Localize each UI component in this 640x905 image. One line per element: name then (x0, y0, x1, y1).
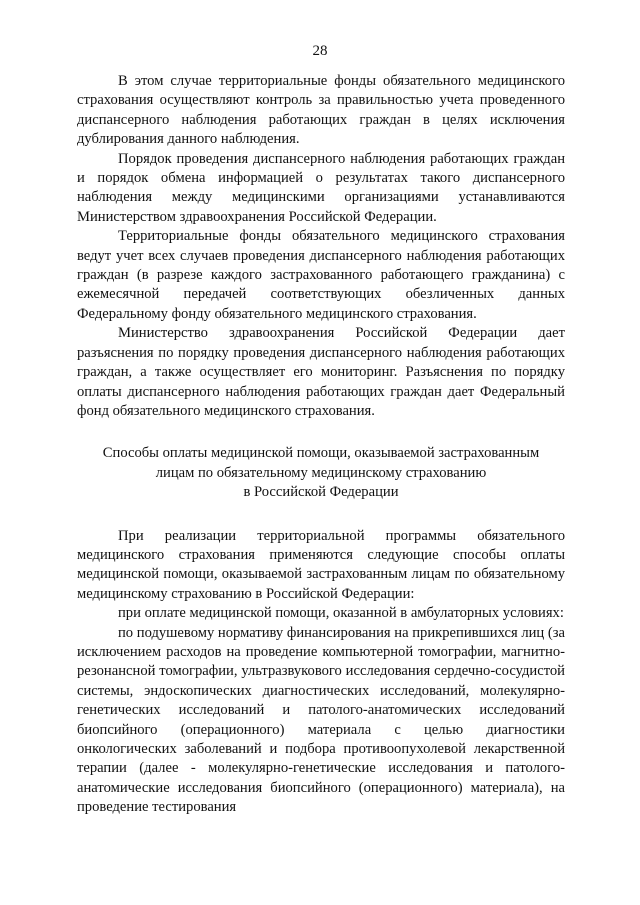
paragraph-outpatient-conditions: при оплате медицинской помощи, оказанной в амбулаторных условиях: (118, 605, 564, 622)
page-number: 28 (312, 43, 328, 59)
paragraph-territorial-funds: Территориальные фонды обязательного медицинского страхования ведут учет всех случаев проведения диспансерного наблюдения работающих граждан (в разрезе каждого застрахованного работающего гражданина) с ежемесячной передачей соответствующих обезличенных данных Федеральному фонду обязательного медицинского страхования. (77, 228, 565, 322)
section-heading-line: лицам по обязательному медицинскому страхованию (155, 464, 487, 481)
paragraph-procedure: Порядок проведения диспансерного наблюдения работающих граждан и порядок обмена информацией о результатах такого диспансерного наблюдения между медицинскими организациями устанавливаются Министерством здравоохранения Российской Федерации. (77, 150, 565, 225)
paragraph-payment-methods-intro: При реализации территориальной программы обязательного медицинского страхования применяются следующие способы оплаты медицинской помощи, оказываемой застрахованным лицам по обязательному медицинскому страхованию в Российской Федерации: (77, 527, 565, 602)
document-body (77, 72, 565, 818)
paragraph-ministry-clarifications: Министерство здравоохранения Российской Федерации дает разъяснения по порядку проведения диспансерного наблюдения работающих граждан, а также осуществляет его мониторинг. Разъяснения по порядку оплаты диспансерного наблюдения работающих граждан дает Федеральный фонд обязательного медицинского страхования. (77, 325, 565, 419)
paragraph-monitoring-control: В этом случае территориальные фонды обязательного медицинского страхования осуществляют контроль за правильностью учета проведенного диспансерного наблюдения работающих граждан в целях исключения дублирования данного наблюдения. (77, 73, 565, 148)
section-heading (77, 444, 565, 502)
section-heading-line: Способы оплаты медицинской помощи, оказываемой застрахованным (102, 445, 540, 462)
section-heading-line: в Российской Федерации (243, 484, 399, 501)
paragraph-per-capita-standard: по подушевому нормативу финансирования на прикрепившихся лиц (за исключением расходов на проведение компьютерной томографии, магнитно-резонансной томографии, ультразвукового исследования сердечно-сосудистой системы, эндоскопических диагностических исследований, молекулярно-генетических исследований и патолого-анатомических исследований биопсийного (операционного) материала с целью диагностики онкологических заболеваний и подбора противоопухолевой лекарственной терапии (далее - молекулярно-генетические исследования и патолого-анатомические исследования биопсийного (операционного) материала), на проведение тестирования (77, 624, 565, 816)
